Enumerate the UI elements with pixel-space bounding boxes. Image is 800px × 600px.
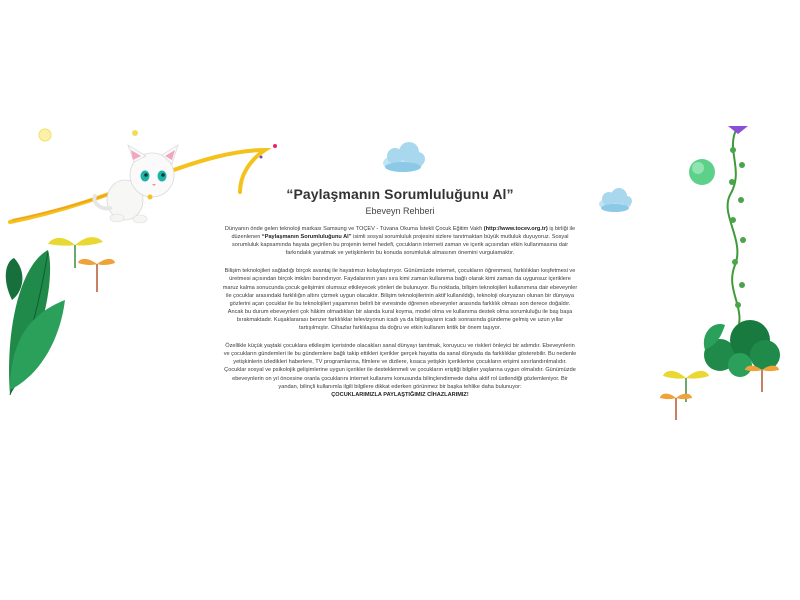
body-paragraph-text: Özellikle küçük yaştaki çocuklara etkileşim içerisinde olacakları sanal dünyayı tanıtmak, koruyucu ve riskleri önleyici bir adımdır. Ebeveynlerin ve çocukların gündemleri ile bu gündemlere bağlı takip ettikleri içerikler gerçek hayatta da sanal dünyada da farklılıklar gösterebilir. Bu nedenle yetişkinlerin izledikleri haberlere, TV programlarına, filmlere ve dizilere, kısaca yetişkin içeriklerine çocukların erişimi sınırlandırılmalıdır. Çocuklar sosyal ve psikolojik gelişimlerine uygun içerikler ile desteklenmeli ve çocukların eriştiği bilgiler yaşlarına uygun olmalıdır. Günümüzde ebeveynlerin on yıl öncesine oranla çocuklarını internet kullanımı konusunda bilinçlendirmede daha aktif rol üstlendiği gözlemleniyor. Bir yandan, bilinçli kullanımla ilgili bilgilere dikkat ederken görünmez bir başka tehlike daha bulunuyor: <box>223 343 577 390</box>
page-title: “Paylaşmanın Sorumluluğunu Al” <box>286 186 514 202</box>
cat-mascot-illustration <box>94 145 178 223</box>
body-paragraph <box>222 342 578 399</box>
intro-text-start: Dünyanın önde gelen teknoloji markası Samsung ve TOÇEV - Tüvana Okuma İstekli Çocuk Eğitim Vakfı <box>224 226 483 232</box>
sprout-icon <box>660 371 709 420</box>
intro-text-end: isimli sosyal sorumluluk projesini sizlere tanıtmaktan büyük mutluluk duyuyoruz. Sosyal sorumluluk kapsamında hayata geçirilen bu projenin temel hedefi, çocukların interneti zaman ve içerik açısından etkin kullanmasına dair farkındalık yaratmak ve yetişkinlerin bu konuda sorumluluk almasının önemini vurgulamaktır. <box>231 234 569 257</box>
closing-statement: ÇOCUKLARIMIZLA PAYLAŞTIĞIMIZ CİHAZLARIMIZ! <box>331 391 469 398</box>
intro-text-mid: iş birliği ile düzenlenen <box>231 226 576 241</box>
leaf-plant-icon <box>6 250 65 395</box>
intro-paragraph <box>222 225 578 257</box>
bubble-dot-icon <box>273 144 277 148</box>
sun-icon <box>39 129 51 141</box>
cloud-icon <box>383 142 425 172</box>
bubble-dot-icon <box>132 130 138 136</box>
vine-plant-icon <box>689 126 748 330</box>
sprout-icon <box>78 259 115 292</box>
cloud-icon <box>599 188 632 212</box>
page-subtitle: Ebeveyn Rehberi <box>365 206 435 216</box>
foundation-url: (http://www.tocev.org.tr) <box>483 226 548 232</box>
article-body <box>222 225 578 409</box>
campaign-name: “Paylaşmanın Sorumluluğunu Al” <box>261 234 352 241</box>
body-paragraph: Bilişim teknolojileri sağladığı birçok avantaj ile hayatımızı kolaylaştırıyor. Günümüzde internet, çocukların öğrenmesi, farklılıkları keşfetmesi ve üretmesi açısından birçok imkânı barındırıyor. Faydalarının yanı sıra kimi zaman kullanıma bağlı olarak kimi zaman da uygunsuz içeriklere maruz kalma sonucunda çocuk gelişimini olumsuz etkileyecek yönleri de bulunuyor. Bu noktada, bilişim teknolojileri kullanımına dair ebeveynler ile çocuklar arasındaki farklılığın altını çizmek uygun olacaktır. Bilişim teknolojilerinin aktif kullanıldığı, teknoloji okuryazarı olunan bir dünyaya gözlerini açan çocuklar ile bu teknolojileri yaşamının belirli bir evresinde öğrenen ebeveynler arasında farklılık olması son derece doğaldır. Ancak bu durum ebeveynleri çok hâkim olmadıkları bir alanda kural koyma, model olma ve kullanıma destek olma sorumluluğu ile baş başa bırakmaktadır. Kuşaklararası benzer farklılıklar televizyonun icadı ya da bilgisayarın icadı sonrasında gündeme gelmiş ve uzun yıllar tartışılmıştır. Cihazlar farklılaşsa da doğru ve etkin kullanım kritik bir önem taşıyor. <box>222 268 578 332</box>
